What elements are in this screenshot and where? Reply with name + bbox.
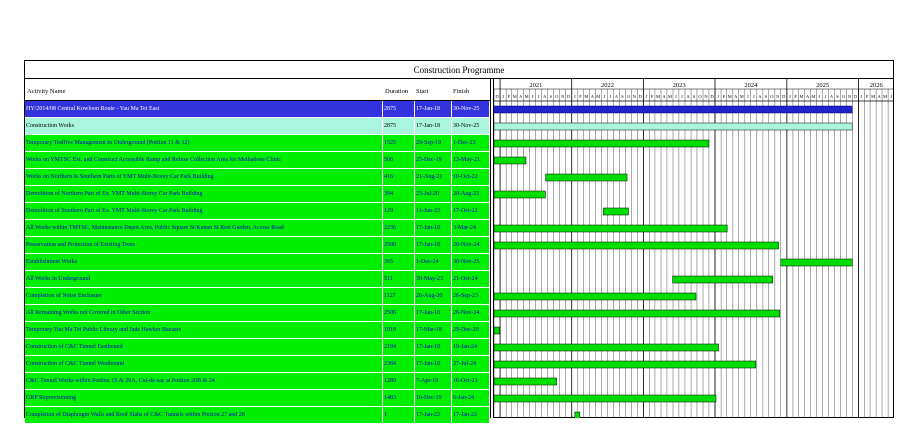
table-row[interactable] (25, 220, 490, 237)
activity-name-cell: HY/2014/08 Central Kowloon Route - Yau Ma Tei East (25, 101, 383, 117)
finish-cell: 20-Nov-24 (452, 237, 490, 253)
finish-cell: 3-Mar-24 (452, 220, 490, 236)
month-tick-label: J (746, 94, 749, 99)
month-tick-label: D (782, 94, 786, 99)
month-tick-label: A (758, 94, 762, 99)
month-tick-label: M (584, 94, 589, 99)
table-row[interactable] (25, 407, 490, 424)
table-row[interactable] (25, 237, 490, 254)
table-row[interactable] (25, 356, 490, 373)
table-row[interactable] (25, 271, 490, 288)
start-cell: 30-May-23 (415, 271, 452, 287)
month-tick-label: J (860, 94, 863, 99)
table-row[interactable] (25, 152, 490, 169)
duration-cell: 2194 (383, 339, 415, 355)
activity-name-cell: Temporary Traffive Management in Underground (Portion 11 & 12) (25, 135, 383, 151)
finish-cell: 29-Dec-20 (452, 322, 490, 338)
gantt-bar (494, 191, 545, 198)
month-tick-label: M (667, 94, 672, 99)
month-tick-label: S (836, 94, 839, 99)
table-row[interactable] (25, 169, 490, 186)
start-cell: 25-Dec-19 (415, 152, 452, 168)
month-tick-label: J (752, 94, 755, 99)
month-tick-label: F (507, 94, 511, 99)
finish-cell: 13-May-21 (452, 152, 490, 168)
gantt-bar (494, 242, 779, 249)
table-row[interactable] (25, 186, 490, 203)
gantt-bar (494, 157, 526, 164)
duration-cell: 2506 (383, 305, 415, 321)
table-row[interactable] (25, 101, 490, 118)
year-tick-label: 2026 (869, 82, 883, 89)
activity-name-cell: Completion of Diaphragm Walls and Roof Slabs of C&C Tunnels within Portion 27 and 28 (25, 407, 383, 423)
duration-cell: 2384 (383, 356, 415, 372)
year-tick-label: 2022 (601, 82, 615, 89)
month-tick-label: J (681, 94, 683, 99)
activity-name-cell: All Works in Underground (25, 271, 383, 287)
activity-name-cell: All Works within TMTSC, Maintenance Depot Area, Public Square St/Kanan St Rest Garden, Access Road (25, 220, 383, 236)
start-cell: 17-Jan-18 (415, 220, 452, 236)
month-tick-label: J (603, 94, 606, 99)
month-tick-label: F (866, 94, 869, 99)
duration-cell: 1127 (383, 288, 415, 304)
finish-cell: 26-Nov-24 (452, 305, 490, 321)
start-header: Start (416, 88, 429, 95)
table-row[interactable] (25, 118, 490, 135)
finish-cell: 30-Nov-25 (452, 118, 490, 134)
table-row[interactable] (25, 254, 490, 271)
month-tick-label: O (841, 94, 846, 99)
month-tick-label: S (764, 94, 768, 99)
month-tick-label: J (645, 94, 648, 99)
finish-cell: 16-Oct-21 (452, 373, 490, 389)
year-tick-label: 2025 (816, 82, 830, 89)
table-row[interactable] (25, 390, 490, 407)
duration-cell: 129 (383, 203, 415, 219)
start-cell: 17-Jan-22 (415, 407, 452, 423)
gantt-bar (494, 225, 727, 232)
duration-cell: 1483 (383, 390, 415, 406)
month-tick-label: O (770, 94, 774, 99)
start-cell: 17-Jan-18 (415, 305, 452, 321)
gantt-bar (673, 276, 773, 283)
month-tick-label: M (883, 94, 888, 99)
month-tick-label: J (537, 94, 540, 99)
month-tick-label: J (824, 94, 827, 99)
start-cell: 1-Dec-24 (415, 254, 452, 270)
start-cell: 11-Jun-22 (415, 203, 452, 219)
month-tick-label: O (626, 94, 630, 99)
month-tick-label: A (734, 94, 738, 99)
month-tick-label: M (739, 94, 744, 99)
month-tick-label: N (776, 94, 780, 99)
duration-cell: 1019 (383, 322, 415, 338)
gantt-bar (781, 259, 852, 266)
month-tick-label: M (871, 94, 876, 99)
start-cell: 17-Mar-18 (415, 322, 452, 338)
table-row[interactable] (25, 373, 490, 390)
duration-cell: 1525 (383, 135, 415, 151)
gantt-timeline (494, 79, 894, 418)
duration-cell: 365 (383, 254, 415, 270)
month-tick-label: D (710, 94, 714, 99)
month-tick-label: D (853, 94, 858, 99)
month-tick-label: M (512, 94, 517, 99)
start-cell: 23-Jul-20 (415, 186, 452, 202)
table-row[interactable] (25, 305, 490, 322)
month-tick-label: F (722, 94, 726, 99)
month-tick-label: A (543, 94, 547, 99)
start-cell: 21-Aug-21 (415, 169, 452, 185)
month-tick-label: F (650, 94, 654, 99)
gantt-bar (494, 361, 756, 368)
activity-name-header: Activity Name (27, 88, 66, 95)
table-row[interactable] (25, 288, 490, 305)
gantt-bar (494, 140, 709, 147)
activity-name-cell: GRP Reprovisioning (25, 390, 383, 406)
duration-cell: 511 (383, 271, 415, 287)
gantt-bar (494, 344, 719, 351)
finish-cell: 20-Aug-21 (452, 186, 490, 202)
duration-cell: 1 (383, 407, 415, 423)
start-cell: 17-Jan-18 (415, 339, 452, 355)
month-tick-label: J (675, 94, 677, 99)
month-tick-label: A (877, 94, 881, 99)
month-tick-label: J (531, 94, 534, 99)
month-tick-label: S (621, 94, 624, 99)
finish-cell: 19-Jan-24 (452, 339, 490, 355)
table-row[interactable] (25, 322, 490, 339)
month-tick-label: O (698, 94, 702, 99)
month-tick-label: A (590, 94, 594, 99)
finish-cell: 6-Jan-24 (452, 390, 490, 406)
activity-name-cell: Demolition of Northern Part of Ex. YMT Multi-Storey Car Park Building (25, 186, 383, 202)
month-tick-label: J (502, 94, 505, 99)
start-cell: 16-Dec-19 (415, 390, 452, 406)
activity-name-cell: Completion of Noise Enclosure (25, 288, 383, 304)
month-tick-label: M (799, 94, 804, 99)
gantt-bar (575, 412, 580, 418)
month-tick-label: J (609, 94, 612, 99)
activity-name-cell: C&C Tunnel Works within Portion 1S & 20A, Cul-de-sac at Portion 20B & 24 (25, 373, 383, 389)
duration-cell: 2875 (383, 118, 415, 134)
month-tick-label: A (829, 94, 834, 99)
activity-name-cell: Establishment Works (25, 254, 383, 270)
duration-cell: 416 (383, 169, 415, 185)
finish-cell: 17-Jan-22 (452, 407, 490, 423)
gantt-bar (494, 395, 716, 402)
activity-name-cell: Works on YMTSC Ext. and Construct Accessible Ramp and Refuse Collection Area for Methadone Clinic (25, 152, 383, 168)
duration-cell: 506 (383, 152, 415, 168)
start-cell: 29-Sep-19 (415, 135, 452, 151)
activity-name-cell: Demolition of Southern Part of Ex. YMT Multi-Storey Car Park Building (25, 203, 383, 219)
month-tick-label: N (847, 94, 852, 99)
duration-cell: 2875 (383, 101, 415, 117)
duration-cell: 394 (383, 186, 415, 202)
finish-cell: 30-Nov-25 (452, 254, 490, 270)
month-tick-label: J (788, 94, 791, 99)
gantt-bar (494, 378, 557, 385)
month-tick-label: S (549, 94, 552, 99)
activity-name-cell: Construction of C&C Tunnel Westbound (25, 356, 383, 372)
start-cell: 17-Jan-18 (415, 101, 452, 117)
activity-name-cell: Temporary Yau Ma Tei Public Library and Jade Hawker Bazaars (25, 322, 383, 338)
duration-header: Duration (385, 88, 409, 95)
gantt-bar (494, 327, 499, 334)
start-cell: 17-Jan-18 (415, 118, 452, 134)
table-row[interactable] (25, 339, 490, 356)
month-tick-label: J (818, 94, 821, 99)
year-tick-label: 2023 (672, 82, 686, 89)
month-tick-label: A (519, 94, 523, 99)
activity-name-cell: Preservation and Protection of Existing Trees (25, 237, 383, 253)
month-tick-label: M (655, 94, 660, 99)
month-tick-label: N (561, 94, 565, 99)
duration-cell: 2236 (383, 220, 415, 236)
table-row[interactable] (25, 203, 490, 220)
gantt-bar (603, 208, 628, 215)
month-tick-label: A (662, 94, 666, 99)
finish-cell: 10-Oct-22 (452, 169, 490, 185)
month-tick-label: J (717, 94, 719, 99)
year-tick-label: 2021 (529, 82, 543, 89)
start-cell: 17-Jan-18 (415, 237, 452, 253)
finish-cell: 27-Jul-24 (452, 356, 490, 372)
finish-header: Finish (453, 88, 470, 95)
gantt-chart (24, 60, 894, 418)
gantt-bar (494, 123, 852, 130)
month-tick-label: A (614, 94, 618, 99)
finish-cell: 17-Oct-22 (452, 203, 490, 219)
month-tick-label: M (524, 94, 529, 99)
month-tick-label: O (555, 94, 559, 99)
month-tick-label: S (692, 94, 696, 99)
month-tick-label: N (704, 94, 708, 99)
month-tick-label: M (727, 94, 732, 99)
month-tick-label: N (632, 94, 636, 99)
column-header-row (25, 79, 490, 101)
month-tick-label: F (579, 94, 582, 99)
month-tick-label: J (573, 94, 576, 99)
start-cell: 7-Apr-18 (415, 373, 452, 389)
activity-name-cell: Works on Northern & Southern Parts of YMT Multi-Storey Car Park Building (25, 169, 383, 185)
finish-cell: 30-Nov-25 (452, 101, 490, 117)
month-tick-label: D (638, 94, 642, 99)
finish-cell: 21-Oct-24 (452, 271, 490, 287)
activity-name-cell: Construction Works (25, 118, 383, 134)
activity-name-cell: All Remaining Works not Covered in Other Section (25, 305, 383, 321)
duration-cell: 1289 (383, 373, 415, 389)
table-row[interactable] (25, 135, 490, 152)
month-tick-label: J (890, 94, 892, 99)
month-tick-label: F (794, 94, 797, 99)
chart-title: Construction Programme (25, 61, 893, 79)
activity-name-cell: Construction of C&C Tunnel Eastbound (25, 339, 383, 355)
finish-cell: 1-Dec-23 (452, 135, 490, 151)
start-cell: 26-Aug-20 (415, 288, 452, 304)
gantt-bar (494, 310, 780, 317)
finish-cell: 26-Sep-23 (452, 288, 490, 304)
month-tick-label: M (811, 94, 816, 99)
month-tick-label: A (686, 94, 690, 99)
gantt-bar (546, 174, 627, 181)
month-tick-label: A (805, 94, 810, 99)
start-cell: 17-Jan-18 (415, 356, 452, 372)
month-tick-label: M (596, 94, 601, 99)
month-tick-label: D (495, 94, 499, 99)
gantt-bar (494, 293, 696, 300)
duration-cell: 2500 (383, 237, 415, 253)
year-tick-label: 2024 (744, 82, 758, 89)
month-tick-label: D (567, 94, 571, 99)
gantt-bar (494, 106, 852, 113)
